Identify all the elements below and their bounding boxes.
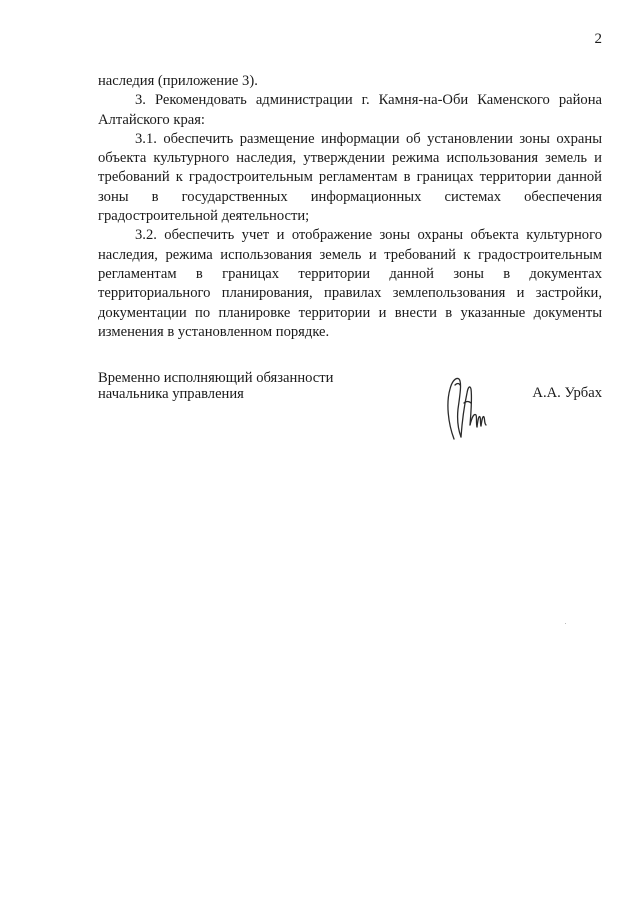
page-number: 2 <box>594 31 602 47</box>
signature-block <box>98 371 602 451</box>
signatory-name: А.А. Урбах <box>532 385 602 401</box>
signatory-position-line-1: Временно исполняющий обязанности <box>98 370 334 386</box>
paragraph-item-3-1: 3.1. обеспечить размещение информации об установлении зоны охраны объекта культурного наследия, утверждении режима использования земель и требований к градостроительным регламентам в границах территории данной зоны в государственных информационных системах обеспечения градостроительной деятельности; <box>98 130 602 225</box>
paragraph-item-3-2: 3.2. обеспечить учет и отображение зоны охраны объекта культурного наследия, режима использования земель и требований к градостроительным регламентам в границах территории данной зоны в документах территориального планирования, правилах землепользования и застройки, документации по планировке территории и внести в указанные документы изменения в установленном порядке. <box>98 227 602 340</box>
document-body <box>98 72 602 342</box>
signatory-position <box>98 371 333 402</box>
paragraph-item-3: 3. Рекомендовать администрации г. Камня-на-Оби Каменского района Алтайского края: <box>98 92 602 128</box>
handwritten-signature-icon <box>440 373 498 443</box>
scan-speck <box>565 623 566 624</box>
paragraph-continuation: наследия (приложение 3). <box>98 73 258 89</box>
signatory-position-line-2: начальника управления <box>98 385 244 402</box>
